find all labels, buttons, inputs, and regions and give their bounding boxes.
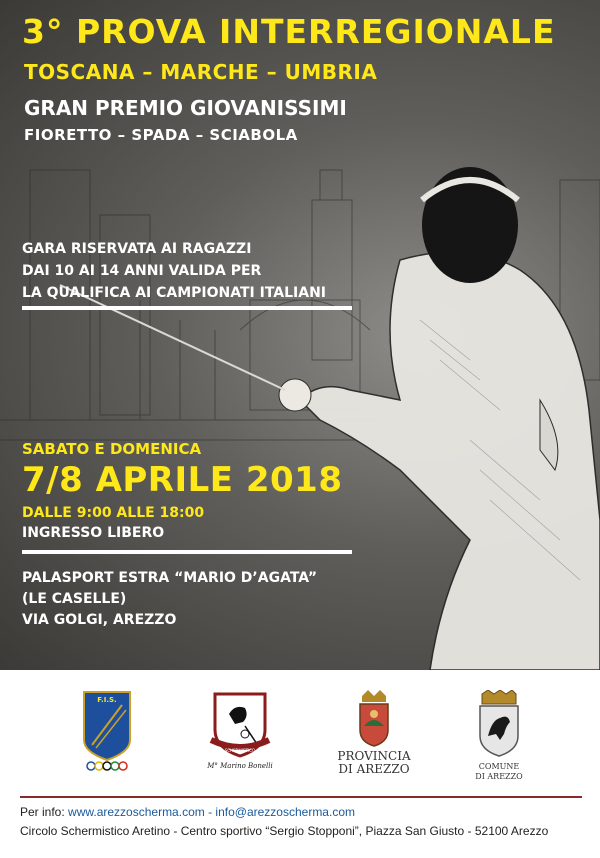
comune-line-2: DI AREZZO	[475, 772, 523, 781]
fis-label: F.I.S.	[97, 696, 117, 704]
provincia-arezzo-logo	[334, 690, 414, 780]
info-label: Per info:	[20, 805, 69, 819]
provincia-line-2: DI AREZZO	[338, 762, 410, 776]
description-line-3: LA QUALIFICA AI CAMPIONATI ITALIANI	[22, 285, 327, 301]
comune-line-1: COMUNE	[478, 762, 520, 771]
venue-info	[22, 568, 317, 631]
contact-info	[20, 805, 355, 819]
circolo-ring-text: CIRCOLO SCHERMISTICO ARETINO	[205, 748, 275, 753]
comune-crest-icon	[470, 690, 528, 760]
email-link[interactable]: info@arezzoscherma.com	[215, 805, 355, 819]
provincia-crest-icon	[334, 690, 414, 748]
circolo-schermistico-logo	[205, 690, 275, 772]
regions-subtitle: TOSCANA – MARCHE – UMBRIA	[24, 60, 378, 84]
website-link[interactable]: www.arezzoscherma.com	[68, 805, 205, 819]
provincia-line-1: PROVINCIA	[337, 749, 411, 763]
event-description	[22, 238, 326, 304]
venue-line-2: (LE CASELLE)	[22, 591, 127, 607]
venue-line-1: PALASPORT ESTRA “MARIO D’AGATA”	[22, 570, 318, 586]
event-hours: DALLE 9:00 ALLE 18:00	[22, 505, 205, 521]
divider-rule	[22, 306, 352, 310]
divider-rule	[22, 550, 352, 554]
event-days: SABATO E DOMENICA	[22, 440, 202, 458]
entry-info: INGRESSO LIBERO	[22, 525, 165, 541]
link-separator: -	[204, 805, 216, 819]
event-name: GRAN PREMIO GIOVANISSIMI	[24, 96, 347, 120]
venue-line-3: VIA GOLGI, AREZZO	[22, 612, 177, 628]
fis-logo	[82, 690, 132, 772]
sponsor-logos	[0, 670, 600, 788]
weapons-list: FIORETTO – SPADA – SCIABOLA	[24, 126, 298, 144]
footer-divider	[20, 796, 582, 798]
comune-arezzo-logo	[470, 690, 528, 780]
event-date: 7/8 APRILE 2018	[22, 460, 343, 500]
description-line-2: DAI 10 AI 14 ANNI VALIDA PER	[22, 263, 262, 279]
circolo-signature: M° Marino Bonelli	[207, 762, 273, 770]
description-line-1: GARA RISERVATA AI RAGAZZI	[22, 241, 252, 257]
organizer-address: Circolo Schermistico Aretino - Centro sportivo “Sergio Stopponi”, Piazza San Giusto - 52100 Arezzo	[20, 824, 549, 838]
poster-title: 3° PROVA INTERREGIONALE	[22, 12, 556, 51]
